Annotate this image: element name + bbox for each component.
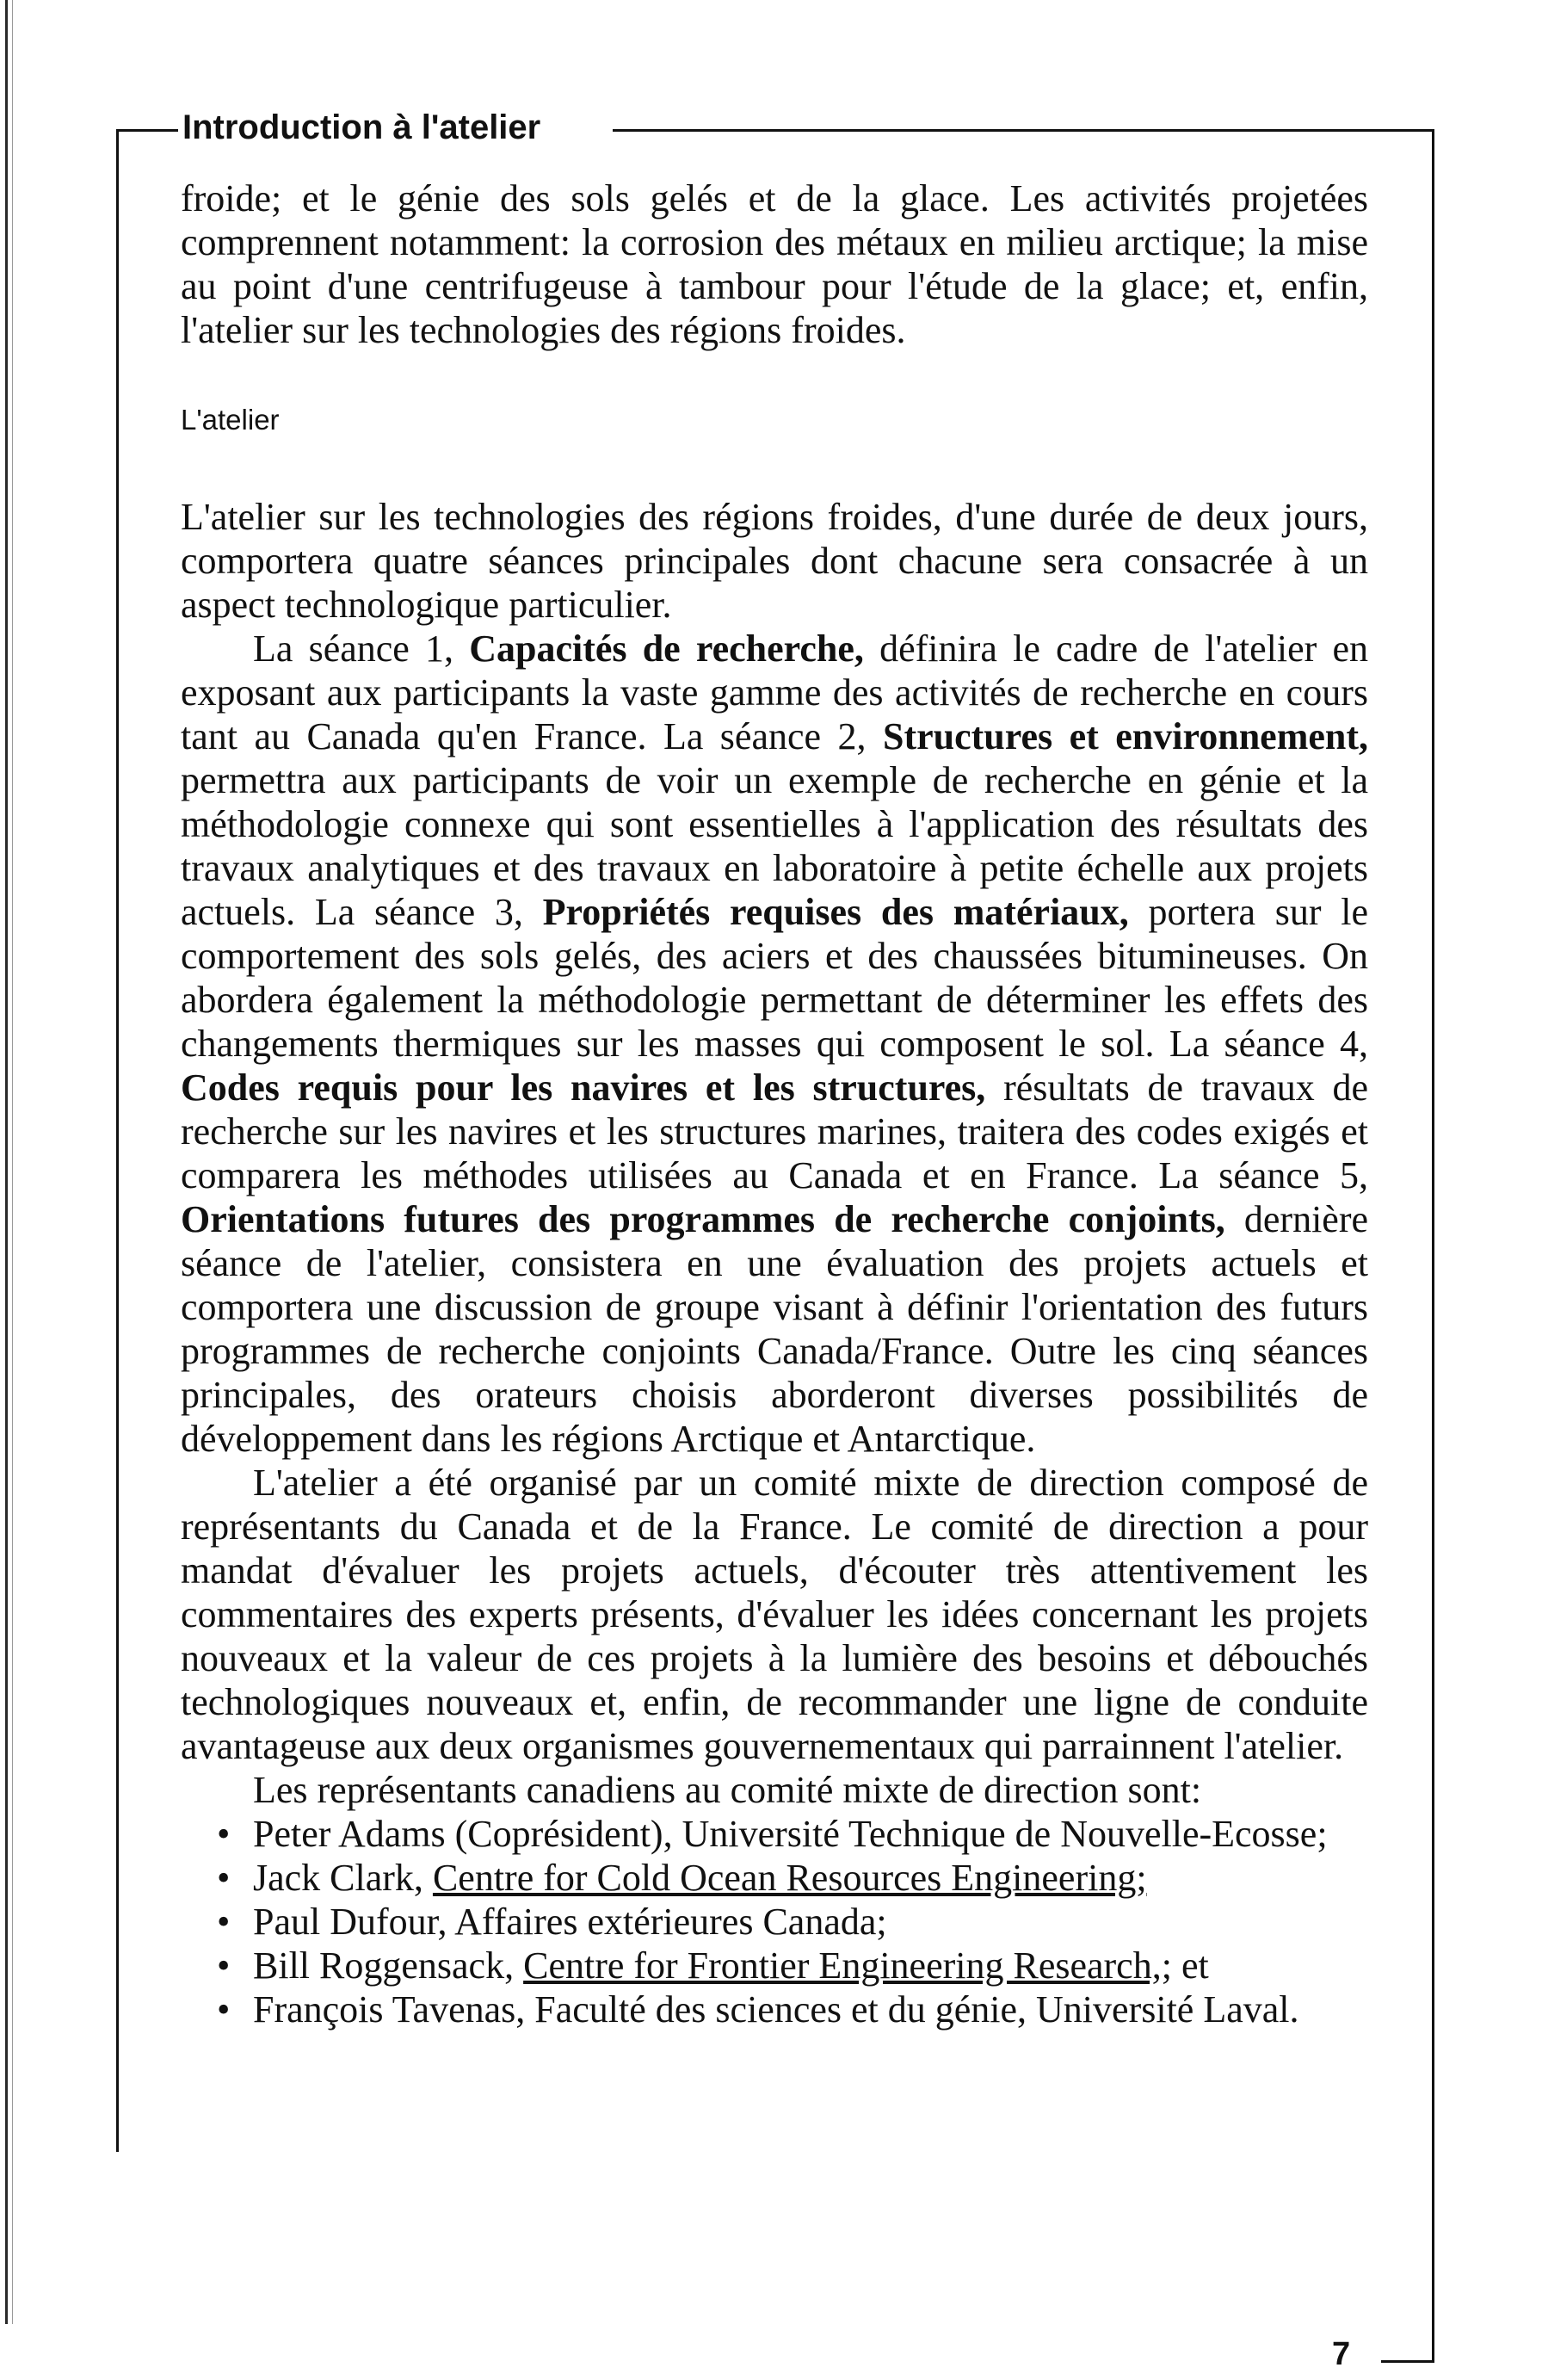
- page-number: 7: [1332, 2336, 1351, 2372]
- list-item: [181, 1987, 1368, 2031]
- intro-paragraph: froide; et le génie des sols gelés et de la glace. Les activités projetées comprennent notamment: la corrosion des métaux en milieu arctique; la mise au point d'une centrifugeuse à tambour pour l'étude de la glace; et, enfin, l'atelier sur les technologies des régions froides.: [181, 177, 1368, 351]
- subheading-latelier: L'atelier: [181, 404, 280, 436]
- section-title: Introduction à l'atelier: [182, 108, 541, 146]
- paragraph-committee: L'atelier a été organisé par un comité mixte de direction composé de représentants du Canada et de la France. Le comité de direction a pour mandat d'évaluer les projets actuels, d'écouter très attentivement les commentaires des experts présents, d'évaluer les idées concernant les projets nouveaux et la valeur de ces projets à la lumière des besoins et débouchés technologiques nouveaux et, enfin, de recommander une ligne de conduite avantageuse aux deux organismes gouvernementaux qui parrainnent l'atelier.: [181, 1462, 1368, 1767]
- list-item: [181, 1856, 1368, 1900]
- session-1-text: définira le cadre de l'atelier en exposant aux participants la vaste gamme des activités de recherche en cours tant au Canada qu'en France. La séance 2,: [181, 627, 1368, 757]
- bullet-icon: •: [217, 1988, 231, 2031]
- binding-edge-line: [5, 0, 8, 2324]
- page-body: [181, 176, 1368, 2031]
- session-1-intro: La séance 1,: [253, 627, 470, 670]
- member-suffix: ; et: [1161, 1944, 1209, 1987]
- member-name: Jack Clark,: [253, 1857, 433, 1899]
- paragraph-representatives: Les représentants canadiens au comité mixte de direction sont:: [253, 1769, 1202, 1811]
- session-4-title: Codes requis pour les navires et les structures,: [181, 1066, 986, 1109]
- bullet-icon: •: [217, 1813, 231, 1855]
- bullet-icon: •: [217, 1944, 231, 1987]
- list-item: [181, 1900, 1368, 1944]
- member-organization: Centre for Frontier Engineering Research,: [523, 1944, 1162, 1987]
- members-list: [181, 1812, 1368, 2031]
- member-text: Peter Adams (Coprésident), Université Technique de Nouvelle-Ecosse;: [253, 1813, 1328, 1855]
- binding-edge-line-thin: [12, 0, 13, 2324]
- frame-right-rule: [1432, 129, 1434, 2363]
- paragraph-overview: L'atelier sur les technologies des régions froides, d'une durée de deux jours, comportera quatre séances principales dont chacune sera consacrée à un aspect technologique particulier.: [181, 496, 1368, 626]
- session-3-text: portera sur le comportement des sols gelés, des aciers et des chaussées bitumineuses. On abordera également la méthodologie permettant de déterminer les effets des changements thermiques sur les masses qui composent le sol. La séance 4,: [181, 891, 1368, 1065]
- frame-top-rule-left: [116, 129, 178, 132]
- session-5-title: Orientations futures des programmes de recherche conjoints,: [181, 1198, 1225, 1240]
- session-2-title: Structures et environnement,: [882, 715, 1368, 757]
- session-1-title: Capacités de recherche,: [469, 627, 864, 670]
- list-item: [181, 1944, 1368, 1987]
- member-name: Bill Roggensack,: [253, 1944, 524, 1987]
- frame-top-rule-right: [613, 129, 1434, 132]
- member-text: François Tavenas, Faculté des sciences et du génie, Université Laval.: [253, 1988, 1299, 2031]
- session-4-text: résultats de travaux de recherche sur les navires et les structures marines, traitera des codes exigés et comparera les méthodes utilisées au Canada et en France. La séance 5,: [181, 1066, 1368, 1196]
- frame-left-rule: [116, 129, 119, 2152]
- bullet-icon: •: [217, 1857, 231, 1899]
- member-organization: Centre for Cold Ocean Resources Engineering;: [432, 1857, 1147, 1899]
- session-5-text: dernière séance de l'atelier, consistera en une évaluation des projets actuels et comportera une discussion de groupe visant à définir l'orientation des futurs programmes de recherche conjoints Canada/France. Outre les cinq séances principales, des orateurs choisis aborderont diverses possibilités de développement dans les régions Arctique et Antarctique.: [181, 1198, 1368, 1460]
- bullet-icon: •: [217, 1901, 231, 1943]
- list-item: [181, 1812, 1368, 1856]
- member-text: Paul Dufour, Affaires extérieures Canada;: [253, 1901, 887, 1943]
- frame-bottom-rule: [1381, 2360, 1434, 2363]
- session-2-text: permettra aux participants de voir un exemple de recherche en génie et la méthodologie connexe qui sont essentielles à l'application des résultats des travaux analytiques et des travaux en laboratoire à petite échelle aux projets actuels. La séance 3,: [181, 759, 1368, 933]
- paragraph-sessions: [181, 627, 1368, 1461]
- session-3-title: Propriétés requises des matériaux,: [542, 891, 1129, 933]
